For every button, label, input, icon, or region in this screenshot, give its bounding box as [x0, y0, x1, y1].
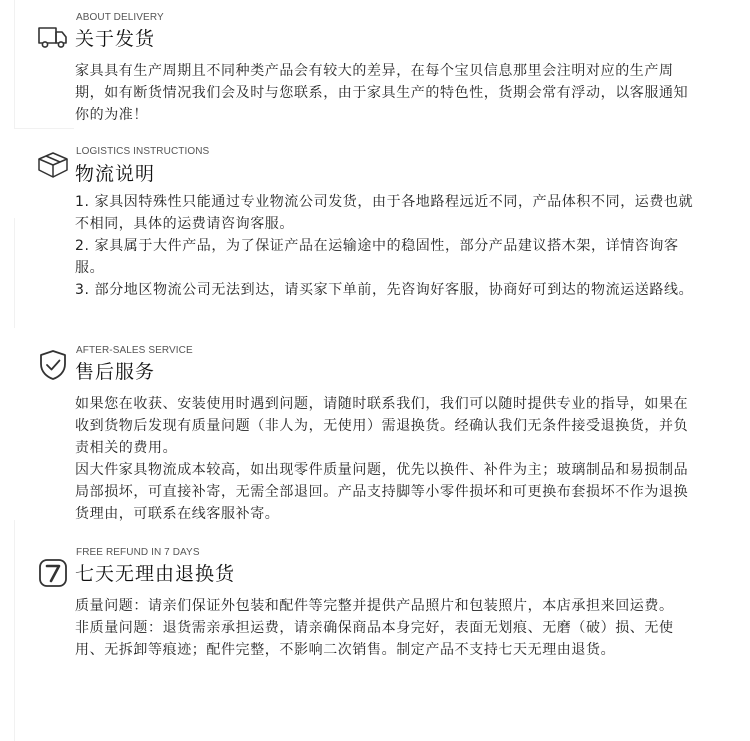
section-body — [75, 595, 697, 661]
section-title: 关于发货 — [75, 28, 156, 50]
section-subtitle: ABOUT DELIVERY — [76, 12, 164, 23]
frame-line — [14, 0, 15, 128]
section-title: 物流说明 — [75, 163, 156, 185]
section-title: 售后服务 — [75, 361, 156, 383]
paragraph: 非质量问题：退货需亲承担运费，请亲确保商品本身完好，表面无划痕、无磨（破）损、无使用、无拆卸等痕迹；配件完整，不影响二次销售。制定产品不支持七天无理由退货。 — [75, 620, 674, 658]
paragraph: 1. 家具因特殊性只能通过专业物流公司发货，由于各地路程远近不同，产品体积不同，运费也就不相同，具体的运费请咨询客服。 — [75, 194, 694, 232]
section-body — [75, 393, 697, 525]
section-subtitle: AFTER-SALES SERVICE — [76, 345, 193, 356]
section-subtitle: LOGISTICS INSTRUCTIONS — [76, 146, 210, 157]
section-subtitle: FREE REFUND IN 7 DAYS — [76, 547, 200, 558]
paragraph: 3. 部分地区物流公司无法到达，请买家下单前，先咨询好客服，协商好可到达的物流运送路线。 — [75, 282, 694, 298]
paragraph: 家具具有生产周期且不同种类产品会有较大的差异，在每个宝贝信息那里会注明对应的生产周期，如有断货情况我们会及时与您联系，由于家具生产的特色性，货期会常有浮动，以客服通知你的为准！ — [75, 63, 689, 123]
seven-days-icon — [36, 556, 70, 590]
frame-line — [14, 520, 15, 741]
section-title: 七天无理由退换货 — [75, 563, 236, 585]
paragraph: 质量问题：请亲们保证外包装和配件等完整并提供产品照片和包装照片，本店承担来回运费。 — [75, 598, 674, 614]
section-body — [75, 60, 697, 126]
paragraph: 2. 家具属于大件产品，为了保证产品在运输途中的稳固性，部分产品建议搭木架，详情咨询客服。 — [75, 238, 679, 276]
delivery-truck-icon — [36, 19, 70, 53]
frame-line — [14, 128, 74, 129]
paragraph: 因大件家具物流成本较高，如出现零件质量问题，优先以换件、补件为主；玻璃制品和易损制品局部损坏，可直接补寄，无需全部退回。产品支持脚等小零件损坏和可更换布套损坏不作为退换货理由，可联系在线客服补寄。 — [75, 462, 689, 522]
section-body — [75, 191, 697, 301]
shield-check-icon — [36, 348, 70, 382]
package-box-icon — [36, 148, 70, 182]
paragraph: 如果您在收获、安装使用时遇到问题，请随时联系我们，我们可以随时提供专业的指导，如果在收到货物后发现有质量问题（非人为，无使用）需退换货。经确认我们无条件接受退换货，并负责相关的费用。 — [75, 396, 689, 456]
frame-line — [14, 218, 15, 328]
